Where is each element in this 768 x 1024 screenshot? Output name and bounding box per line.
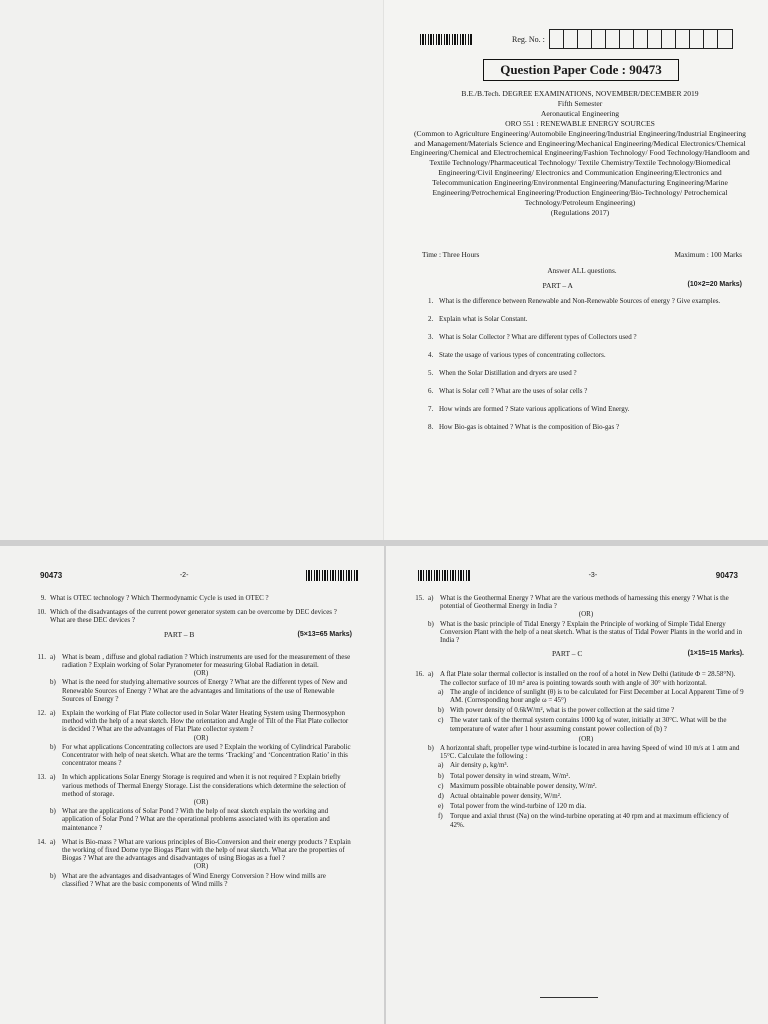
question-6: 6. What is Solar cell ? What are the uses of solar cells ? bbox=[428, 387, 588, 395]
page-two-header bbox=[40, 570, 358, 581]
question-15a: What is the Geothermal Energy ? What are the various methods of harnessing this energy ? What is the potential of Geothermal Energy in India ? bbox=[440, 594, 729, 611]
header-line: Aeronautical Engineering bbox=[540, 108, 620, 118]
reg-number-box bbox=[620, 30, 634, 48]
page-two-number: -2- bbox=[179, 572, 189, 579]
barcode-icon bbox=[420, 34, 472, 45]
question-3: 3. What is Solar Collector ? What are different types of Collectors used ? bbox=[428, 333, 637, 341]
question-5: 5. When the Solar Distillation and dryers are used ? bbox=[428, 369, 577, 377]
reg-number-box bbox=[550, 30, 564, 48]
reg-number-box bbox=[578, 30, 592, 48]
question-15: 15. a) What is the Geothermal Energy ? What are the various methods of harnessing this energy ? What is the potential of Geothermal Energy in India ? (OR) b) What is the basic principle of Tidal Energy ? Explain the Principle of working of Simple Tidal Energy Conversion Plant with the help of a neat sketch. What is the status of Tidal Power Plants in the world and in India ? bbox=[415, 594, 743, 645]
part-b-label: PART – B bbox=[164, 629, 195, 639]
question-16a-subparts bbox=[428, 688, 744, 733]
question-10: 10. Which of the disadvantages of the current power generator system can be overcome by DEC devices ? What are these DEC devices ? bbox=[37, 608, 337, 625]
header-line: (Regulations 2017) bbox=[550, 207, 610, 217]
page-three-number: -3- bbox=[588, 572, 598, 579]
subpart-item: b) Total power density in wind stream, W/m². bbox=[438, 771, 571, 780]
subpart-item: a) The angle of incidence of sunlight (θ) is to be calculated for First December at Local Apparent Time of 9 AM. (Corresponding hour angle ω = 45°) bbox=[438, 687, 744, 705]
barcode-icon bbox=[418, 570, 470, 581]
question-11b: What is the need for studying alternative sources of Energy ? What are the different types of New and Renewable Sources of Energy ? What are the advantages and limitations of the use of Renewable Sources of Energy ? bbox=[62, 678, 347, 703]
question-16b: A horizontal shaft, propeller type wind-turbine is located in area having Speed of wind 10 m/s at 1 atm and 15°C. Calculate the following : bbox=[440, 744, 740, 761]
reg-number-box bbox=[704, 30, 718, 48]
reg-number-boxes bbox=[549, 29, 733, 49]
page-two-code: 90473 bbox=[40, 571, 63, 580]
question-9: 9. What is OTEC technology ? Which Thermodynamic Cycle is used in OTEC ? bbox=[40, 594, 269, 602]
question-paper-code: Question Paper Code : 90473 bbox=[483, 59, 679, 81]
blank-left-page bbox=[0, 0, 384, 540]
header-line: Fifth Semester bbox=[557, 98, 603, 108]
reg-label: Reg. No. : bbox=[512, 34, 545, 44]
question-11: 11. a) What is beam , diffuse and global radiation ? Which instruments are used for the measurement of these radiation ? Explain working of Solar Pyranometer for measuring Global Radiation in detail. (OR) b) What is the need for studying alternative sources of Energy ? What are the different types of New and Renewable Sources of Energy ? What are the advantages and limitations of the use of Renewable Sources of Energy ? bbox=[37, 652, 351, 703]
question-12b: For what applications Concentrating collectors are used ? Explain the working of Cylindrical Parabolic Concentrator with help of neat sketch. What are the terms ‘Tracking’ and ‘Concentration Ratio’ in this concentrator means ? bbox=[62, 742, 351, 768]
question-11a: What is beam , diffuse and global radiation ? Which instruments are used for the measurement of these radiation ? Explain working of Solar Pyranometer for measuring Global Radiation in detail. bbox=[62, 652, 351, 670]
question-15b: What is the basic principle of Tidal Energy ? Explain the Principle of working of Simple Tidal Energy Conversion Plant with the help of a neat sketch. What is the status of Tidal Power Plants in the world and in India ? bbox=[440, 619, 743, 645]
header-line: (Common to Agriculture Engineering/Automobile Engineering/Industrial Engineering/Industrial Engineering and Management/Materials Science and Engineering/Mechanical Engineering/Medical Electronics/Chemical Engineering/Chemical and Electrochemical Engineering/Fashion Technology/ Food Technology/Handloom and Textile Technology/Pharmaceutical Technology/ Textile Chemistry/Textile Technology/Biomedical Engineering/Civil Engineering/ Electronics and Communication Engineering/Electronics and Telecommunication Engineering/Environmental Engineering/Manufacturing Engineering/Marine Engineering/Petrochemical Engineering/Production Engineering/Bio-Technology/ Petrochemical Technology/Petroleum Engineering) bbox=[410, 128, 750, 207]
subpart-item: b) With power density of 0.6kW/m², what is the power collection at the said time ? bbox=[438, 706, 675, 715]
reg-number-row bbox=[420, 28, 760, 50]
part-b-heading bbox=[34, 631, 352, 639]
reg-number-box bbox=[592, 30, 606, 48]
subpart-item: e) Total power from the wind-turbine of 120 m dia. bbox=[438, 802, 587, 811]
answer-all-instruction: Answer ALL questions. bbox=[547, 266, 617, 275]
part-c-marks: (1×15=15 Marks). bbox=[687, 650, 744, 658]
page-two-content bbox=[34, 594, 352, 894]
subpart-item: c) Maximum possible obtainable power density, W/m². bbox=[438, 781, 597, 790]
question-7: 7. How winds are formed ? State various applications of Wind Energy. bbox=[428, 405, 630, 413]
reg-number-box bbox=[634, 30, 648, 48]
maximum-marks: Maximum : 100 Marks bbox=[674, 250, 742, 259]
question-1: 1. What is the difference between Renewable and Non-Renewable Sources of energy ? Give examples. bbox=[428, 297, 721, 305]
question-16b-subparts bbox=[428, 761, 744, 828]
header-line: B.E./B.Tech. DEGREE EXAMINATIONS, NOVEMBER/DECEMBER 2019 bbox=[461, 89, 699, 98]
part-c-heading bbox=[412, 650, 744, 658]
question-13: 13. a) In which applications Solar Energy Storage is required and when it is not required ? Explain briefly various methods of Thermal Energy Storage. List the considerations which determine the selection of method of storage. (OR) b) What are the applications of Solar Pond ? With the help of neat sketch explain the working and application of Solar Pond ? What are the operational problems associated with its operation and maintenance ? bbox=[34, 773, 352, 831]
part-a-question-list bbox=[428, 297, 748, 441]
question-16: 16. a) A flat Plate solar thermal collector is installed on the roof of a hotel in New Delhi (latitude Φ = 28.58°N). The collector surface of 10 m² area is pointing towards south with angle of 30° with horizontal. a) The angle of incidence of sunlight (θ) is to be calculated for First December at Local Apparent Time of 9 AM. (Corresponding hour angle ω = 45°) b) With power density of 0.6kW/m², what is the power collection at the said time ? c) The water tank of the thermal system contains 1000 kg of water, initially at 30°C. What will be the temperature of water after 1 hour assuming constant power collection of (b) ? (OR) b) A horizontal shaft, propeller type wind-turbine is located in area having Speed of wind 10 m/s at 1 atm and 15°C. Calculate the following : a) Air density ρ, kg/m³. b) Total power density in wind stream, W/m². c) Maximum possible obtainable power density, W/m². d) Actual obtainable power density, W/m². e) Total power from the wind-turbine of 120 m dia. f) Torque and axial thrust (Na) on the wind-turbine operating at 40 rpm and at maximum efficiency of 42%. bbox=[415, 670, 744, 829]
header-line: ORO 551 : RENEWABLE ENERGY SOURCES bbox=[505, 118, 655, 128]
part-a-marks: (10×2=20 Marks) bbox=[687, 281, 742, 288]
reg-number-box bbox=[606, 30, 620, 48]
question-2: 2. Explain what is Solar Constant. bbox=[428, 315, 528, 323]
part-b-marks: (5×13=65 Marks) bbox=[297, 630, 352, 638]
question-14: 14. a) What is Bio-mass ? What are various principles of Bio-Conversion and their energy products ? Explain the working of fixed Dome type Biogas Plant with the help of neat sketch. What are the properties of Biogas ? What are the advantages and disadvantages of using Biogas as a fuel ? (OR) b) What are the advantages and disadvantages of Wind Energy Conversion ? How wind mills are classified ? What are the basic components of Wind mills ? bbox=[37, 837, 351, 888]
question-13b: What are the applications of Solar Pond ? With the help of neat sketch explain the working and application of Solar Pond ? What are the operational problems associated with its operation and maintenance ? bbox=[62, 807, 330, 832]
reg-number-box bbox=[648, 30, 662, 48]
question-14b: What are the advantages and disadvantages of Wind Energy Conversion ? How wind mills are classified ? What are the basic components of Wind mills ? bbox=[62, 871, 326, 888]
subpart-item: f) Torque and axial thrust (Na) on the wind-turbine operating at 40 rpm and at maximum efficiency of 42%. bbox=[438, 812, 729, 829]
question-4: 4. State the usage of various types of concentrating collectors. bbox=[428, 351, 606, 359]
time-allowed: Time : Three Hours bbox=[422, 250, 480, 259]
barcode-icon bbox=[306, 570, 358, 581]
question-12a: Explain the working of Flat Plate collector used in Solar Water Heating System using Thermosyphon method with the help of a neat sketch. How the orientation and Angle of Tilt of the Flat Plate collector is decided ? What are the advantages of Flat Plate collector system ? bbox=[62, 709, 349, 734]
page-three-content bbox=[412, 594, 744, 837]
part-a-heading bbox=[428, 281, 742, 290]
time-marks-row bbox=[422, 250, 742, 259]
reg-number-box bbox=[662, 30, 676, 48]
reg-number-box bbox=[564, 30, 578, 48]
end-rule bbox=[540, 997, 598, 998]
page-three-code: 90473 bbox=[715, 571, 738, 580]
part-c-label: PART – C bbox=[552, 649, 583, 659]
subpart-item: d) Actual obtainable power density, W/m². bbox=[438, 792, 562, 801]
reg-number-box bbox=[718, 30, 732, 48]
reg-number-box bbox=[690, 30, 704, 48]
subpart-item: a) Air density ρ, kg/m³. bbox=[438, 761, 509, 770]
exam-header bbox=[410, 89, 750, 218]
question-8: 8. How Bio-gas is obtained ? What is the composition of Bio-gas ? bbox=[428, 423, 620, 431]
part-a-label: PART – A bbox=[542, 281, 573, 290]
question-14a: What is Bio-mass ? What are various principles of Bio-Conversion and their energy products ? Explain the working of fixed Dome type Biogas Plant with the help of neat sketch. What are the properties of Biogas ? What are the advantages and disadvantages of using Biogas as a fuel ? bbox=[62, 837, 351, 863]
page-three-header bbox=[418, 570, 738, 581]
subpart-item: c) The water tank of the thermal system contains 1000 kg of water, initially at 30°C. What will be the temperature of water after 1 hour assuming constant power collection of (b) ? bbox=[438, 716, 727, 733]
reg-number-box bbox=[676, 30, 690, 48]
question-13a: In which applications Solar Energy Storage is required and when it is not required ? Explain briefly various methods of Thermal Energy Storage. List the considerations which determine the selection of method of storage. bbox=[62, 773, 346, 798]
question-16a: A flat Plate solar thermal collector is installed on the roof of a hotel in New Delhi (latitude Φ = 28.58°N). The collector surface of 10 m² area is pointing towards south with angle of 30° with horizontal. bbox=[440, 670, 736, 687]
question-12: 12. a) Explain the working of Flat Plate collector used in Solar Water Heating System using Thermosyphon method with the help of a neat sketch. How the orientation and Angle of Tilt of the Flat Plate collector is decided ? What are the advantages of Flat Plate collector system ? (OR) b) For what applications Concentrating collectors are used ? Explain the working of Cylindrical Parabolic Concentrator with help of neat sketch. What are the terms ‘Tracking’ and ‘Concentration Ratio’ in this concentrator means ? bbox=[37, 709, 351, 768]
